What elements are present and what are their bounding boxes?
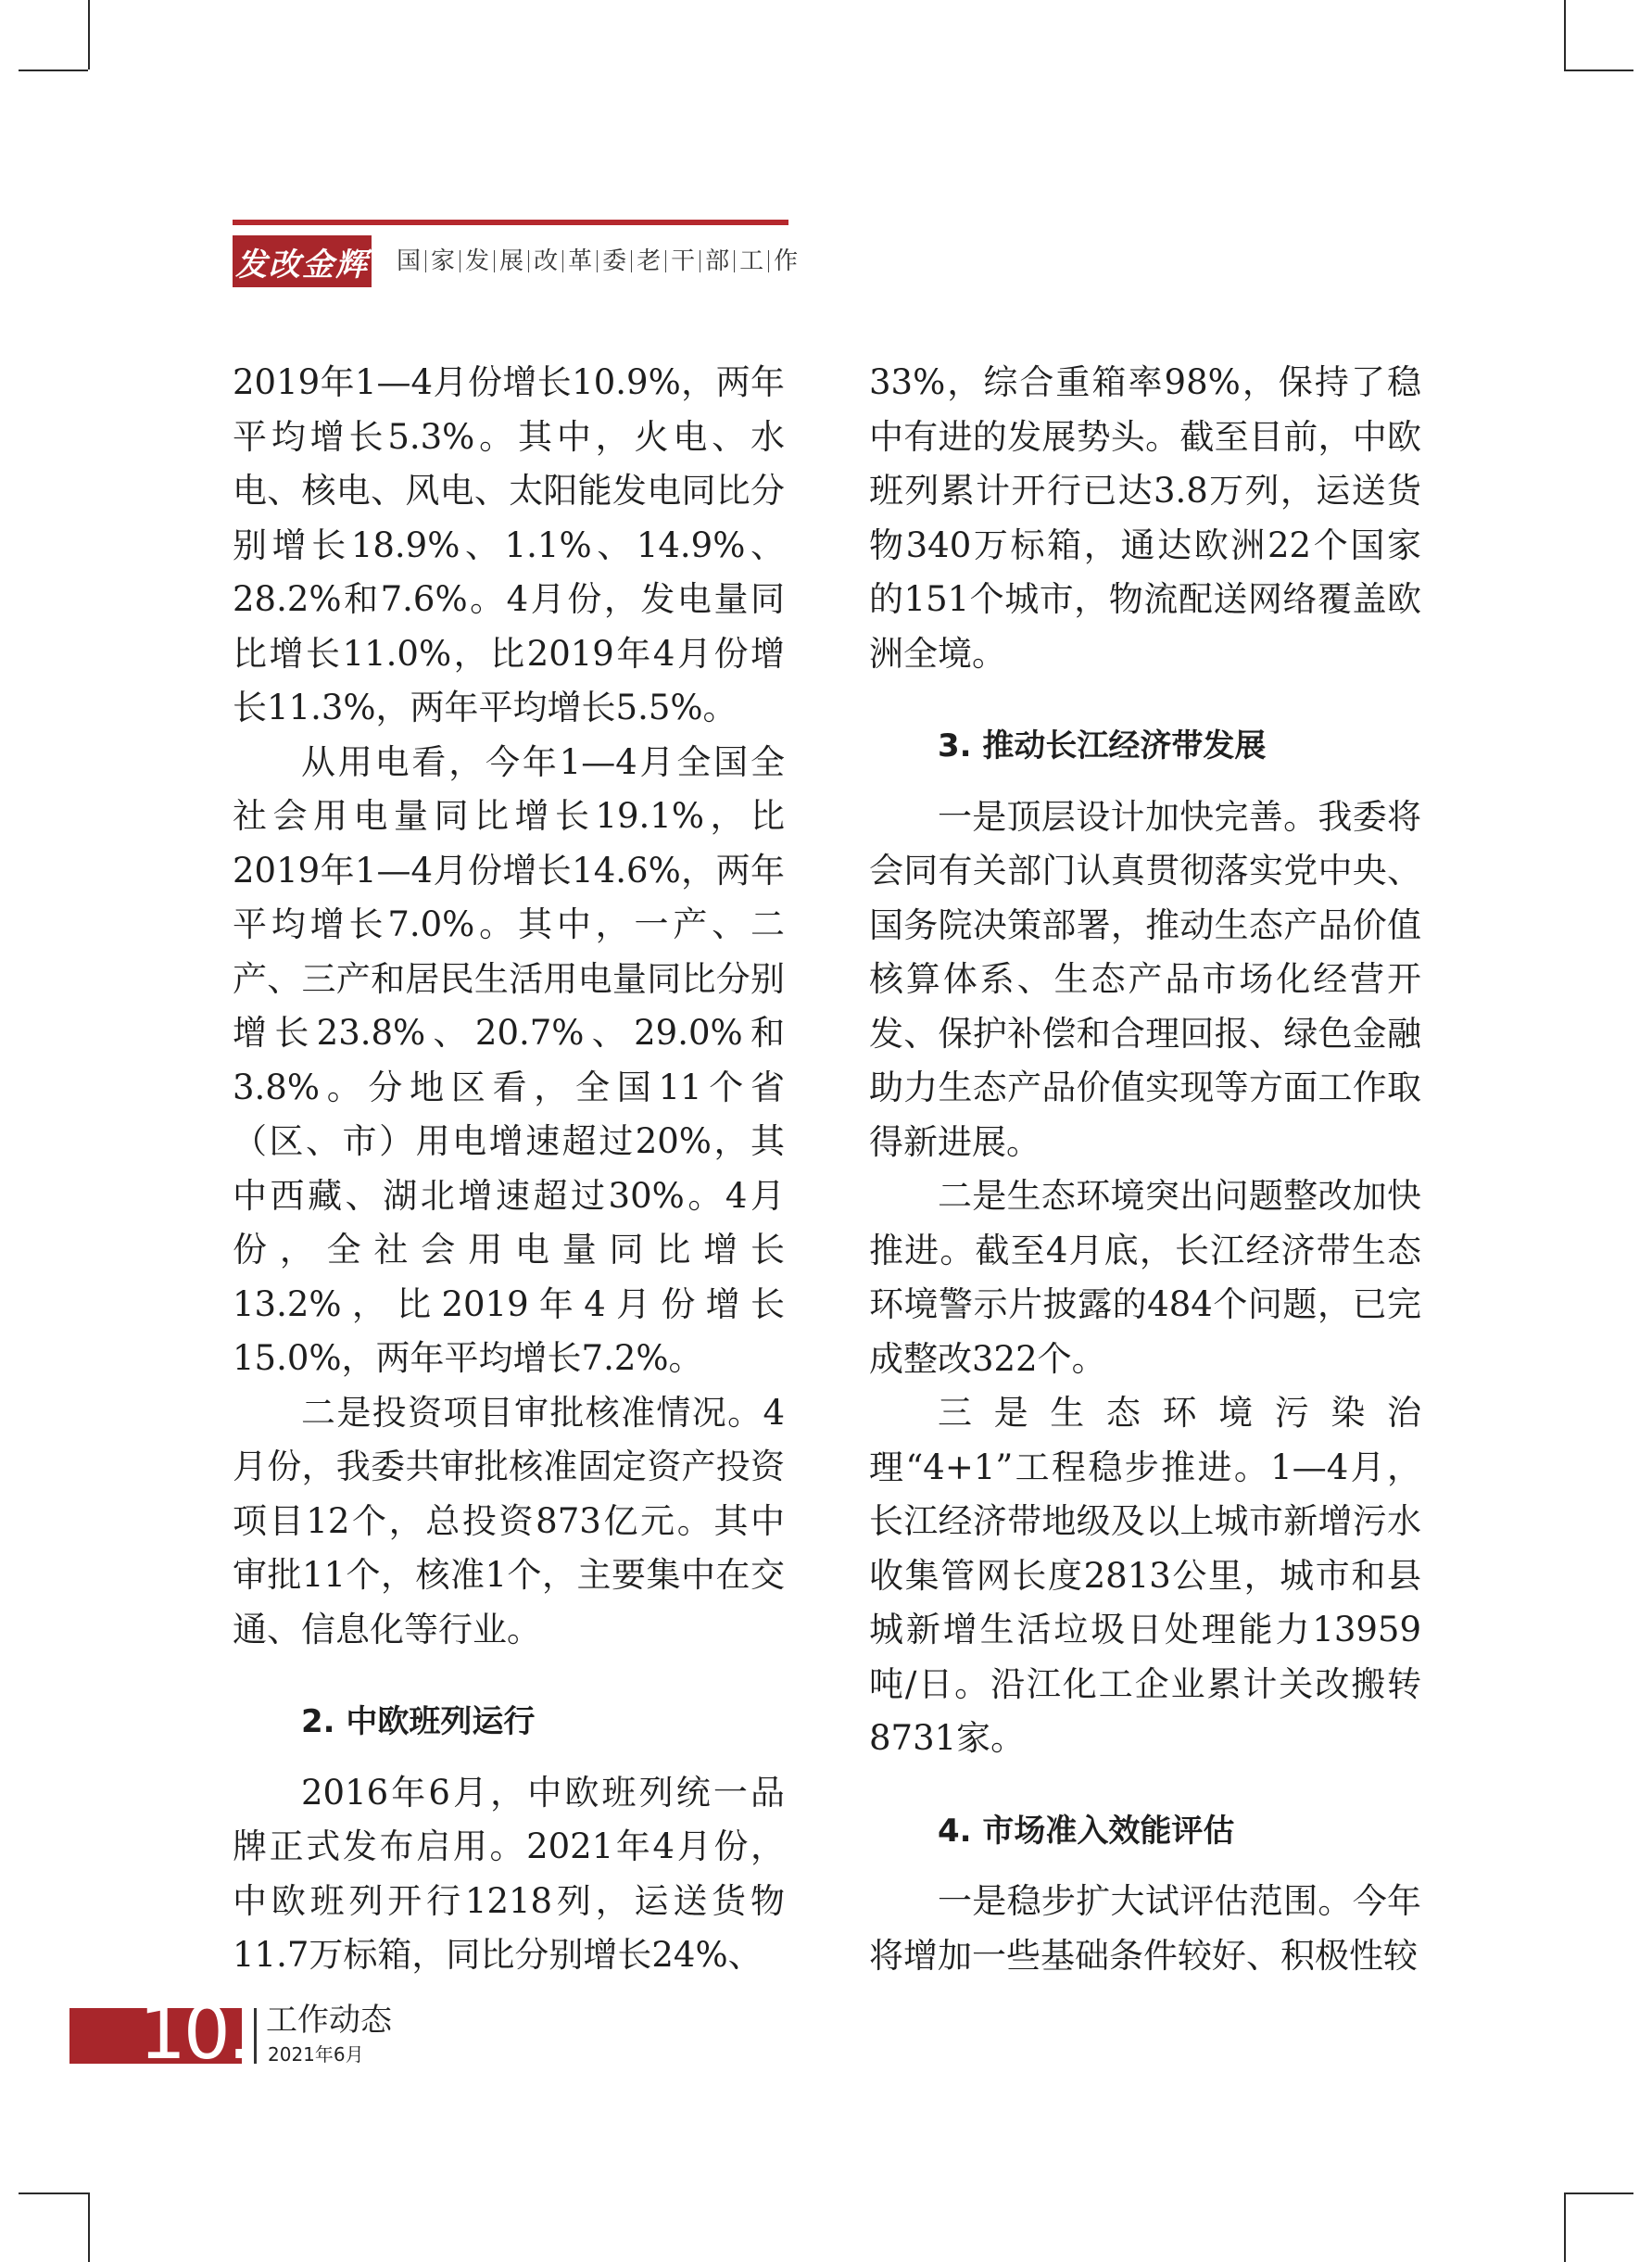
section-heading: 2. 中欧班列运行 [301,1703,536,1740]
paragraph: 一是稳步扩大试评估范围。今年将增加一些基础条件较好、积极性较 [869,1881,1421,1976]
subtitle-char: 委 [598,250,632,272]
paragraph: 2016年6月，中欧班列统一品牌正式发布启用。2021年4月份，中欧班列开行1218列，运送货物11.7万标箱，同比分别增长24%、 [233,1772,785,1975]
subtitle-char: 发 [460,250,495,272]
paragraph: 从用电看，今年1—4月全国全社会用电量同比增长19.1%，比2019年1—4月份增长14.6%，两年平均增长7.0%。其中，一产、二产、三产和居民生活用电量同比分别增长23.8%、20.7%、29.0%和3.8%。分地区看，全国11个省（区、市）用电增速超过20%，其中西藏、湖北增速超过30%。4月份，全社会用电量同比增长13.2%，比2019年4月份增长15.0%，两年平均增长7.2%。 [233,741,785,1378]
paragraph: 二是投资项目审批核准情况。4月份，我委共审批核准固定资产投资项目12个，总投资873亿元。其中审批11个，核准1个，主要集中在交通、信息化等行业。 [233,1392,785,1649]
section-heading: 4. 市场准入效能评估 [938,1812,1235,1850]
left-column [233,356,785,1983]
page-number: 10. [139,1990,249,2076]
header-logo: 发改金辉 [233,235,372,287]
subtitle-char: 作 [774,247,799,275]
header-subtitle [380,235,797,287]
paragraph: 三是生态环境污染治理“4+1”工程稳步推进。1—4月，长江经济带地级及以上城市新增污水收集管网长度2813公里，城市和县城新增生活垃圾日处理能力13959吨/日。沿江化工企业累计关改搬转8731家。 [869,1393,1421,1758]
crop-mark [1564,2192,1633,2194]
footer-divider [254,2008,257,2064]
subtitle-char: 老 [632,250,666,272]
footer-date: 2021年6月 [268,2043,364,2066]
subtitle-char: 革 [563,250,598,272]
paragraph: 2019年1—4月份增长10.9%，两年平均增长5.3%。其中，火电、水电、核电、风电、太阳能发电同比分别增长18.9%、1.1%、14.9%、28.2%和7.6%。4月份，发电量同比增长11.0%，比2019年4月份增长11.3%，两年平均增长5.5%。 [233,362,785,727]
subtitle-char: 家 [426,250,460,272]
crop-mark [1564,2192,1566,2262]
section-heading: 3. 推动长江经济带发展 [938,727,1267,765]
right-column [869,356,1421,1983]
header-rule [233,220,788,225]
crop-mark [88,0,90,70]
paragraph: 一是顶层设计加快完善。我委将会同有关部门认真贯彻落实党中央、国务院决策部署，推动生态产品价值核算体系、生态产品市场化经营开发、保护补偿和合理回报、绿色金融助力生态产品价值实现等方面工作取得新进展。 [869,796,1421,1162]
subtitle-char: 干 [666,250,700,272]
crop-mark [1564,70,1633,71]
paragraph: 33%，综合重箱率98%，保持了稳中有进的发展势头。截至目前，中欧班列累计开行已达3.8万列，运送货物340万标箱，通达欧洲22个国家的151个城市，物流配送网络覆盖欧洲全境。 [869,362,1421,674]
subtitle-char: 改 [529,250,563,272]
subtitle-char: 国 [380,250,426,272]
footer-section-title: 工作动态 [266,2002,392,2039]
subtitle-char: 工 [735,250,769,272]
crop-mark [88,2192,90,2262]
crop-mark [1564,0,1566,70]
subtitle-char: 展 [495,250,529,272]
subtitle-char: 部 [700,250,735,272]
paragraph: 二是生态环境突出问题整改加快推进。截至4月底，长江经济带生态环境警示片披露的484个问题，已完成整改322个。 [869,1176,1421,1379]
crop-mark [19,70,88,71]
crop-mark [19,2192,88,2194]
